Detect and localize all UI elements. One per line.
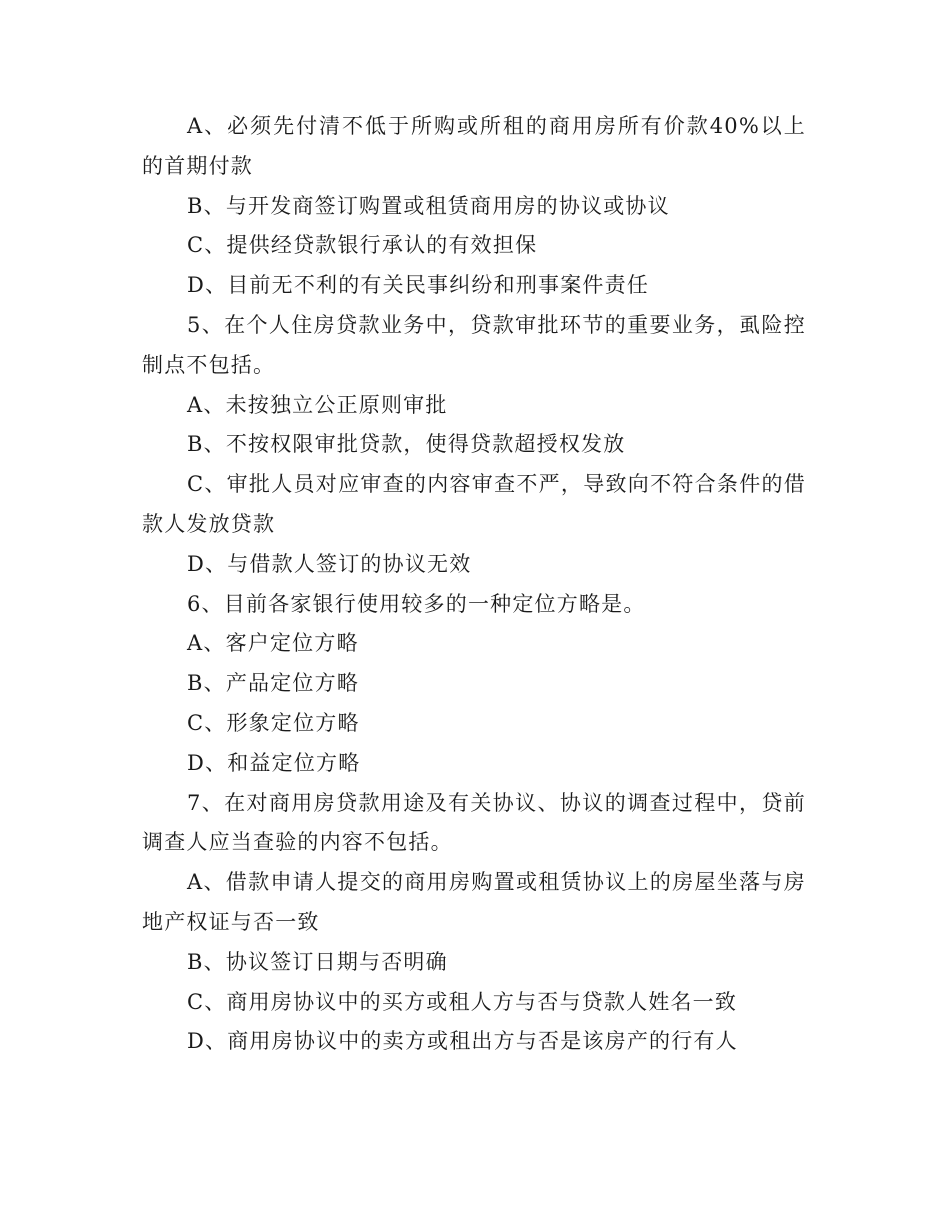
question-5-option-a: A、未按独立公正原则审批	[187, 392, 448, 417]
question-7-option-c: C、商用房协议中的买方或租人方与否与贷款人姓名一致	[187, 989, 738, 1014]
question-7-option-a: A、借款申请人提交的商用房购置或租赁协议上的房屋坐落与房地产权证与否一致	[142, 870, 806, 934]
option-c-text: C、提供经贷款银行承认的有效担保	[187, 233, 538, 258]
option-b-text: B、与开发商签订购置或租赁商用房的协议或协议	[187, 193, 670, 218]
question-6-option-d: D、和益定位方略	[187, 750, 361, 775]
question-6-option-c: C、形象定位方略	[187, 710, 360, 735]
question-6-option-a: A、客户定位方略	[187, 631, 359, 656]
option-d-text: D、目前无不利的有关民事纠纷和刑事案件责任	[187, 273, 650, 298]
document-body	[142, 107, 806, 1062]
question-5-text: 5、在个人住房贷款业务中，贷款审批环节的重要业务，虱险控制点不包括。	[142, 312, 806, 377]
question-7-text: 7、在对商用房贷款用途及有关协议、协议的调查过程中，贷前调查人应当查验的内容不包括。	[142, 790, 806, 855]
question-5-option-b: B、不按权限审批贷款，使得贷款超授权发放	[187, 432, 626, 457]
question-5-option-c: C、审批人员对应审查的内容审查不严，导致向不符合条件的借款人发放贷款	[142, 472, 806, 536]
question-7-option-d: D、商用房协议中的卖方或租出方与否是该房产的行有人	[187, 1029, 738, 1054]
question-5-option-d: D、与借款人签订的协议无效	[187, 551, 472, 576]
option-a-text: A、必须先付清不低于所购或所租的商用房所有价款40%以上的首期付款	[142, 114, 806, 178]
question-6-option-b: B、产品定位方略	[187, 671, 360, 696]
question-7-option-b: B、协议签订日期与否明确	[187, 949, 448, 974]
question-6-text: 6、目前各家银行使用较多的一种定位方略是。	[187, 591, 646, 616]
